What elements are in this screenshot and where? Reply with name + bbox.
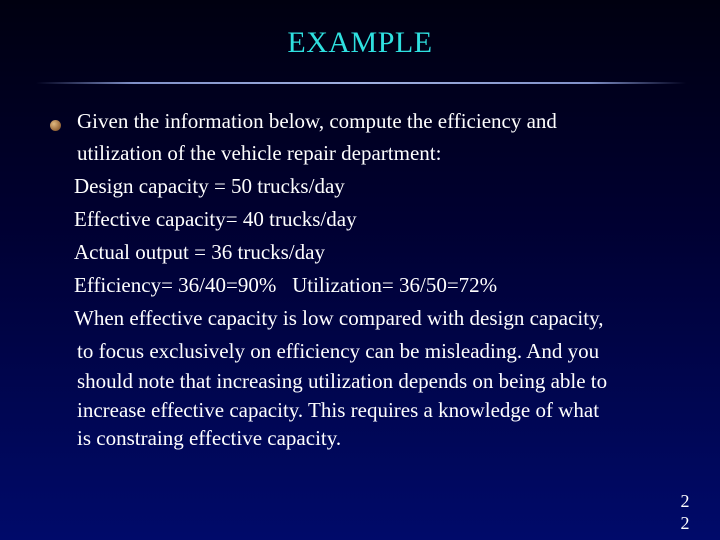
body-line-7: When effective capacity is low compared with design capacity, (74, 306, 604, 330)
page-number (678, 490, 692, 534)
body-line-2: utilization of the vehicle repair department: (77, 141, 442, 165)
page-number-text: 22 (680, 491, 690, 533)
body-line-3: Design capacity = 50 trucks/day (74, 174, 345, 198)
body-line-6: Efficiency= 36/40=90% Utilization= 36/50=72% (74, 273, 498, 297)
slide-title: EXAMPLE (287, 26, 433, 59)
title-divider (36, 82, 686, 84)
body-line-4: Effective capacity= 40 trucks/day (74, 207, 357, 231)
body-line-11: is constraing effective capacity. (77, 426, 342, 450)
body-line-5: Actual output = 36 trucks/day (74, 240, 325, 264)
body-line-8: to focus exclusively on efficiency can be misleading. And you (77, 339, 600, 363)
body-line-10: increase effective capacity. This requires a knowledge of what (77, 398, 600, 422)
body-line-9: should note that increasing utilization depends on being able to (77, 369, 608, 393)
bullet-icon (50, 120, 61, 131)
body-line-1: Given the information below, compute the efficiency and (77, 109, 557, 133)
